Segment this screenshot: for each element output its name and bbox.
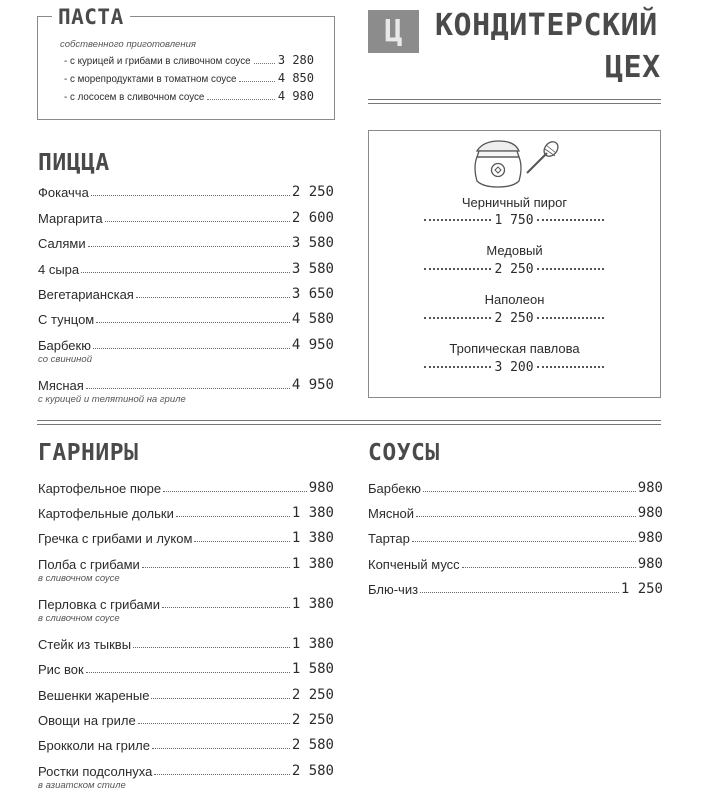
side-item [38, 761, 334, 779]
side-item-name: Брокколи на гриле [38, 738, 150, 753]
side-item-name: Перловка с грибами [38, 597, 160, 612]
pizza-item-price: 2 250 [291, 184, 334, 200]
dot-leader [93, 348, 290, 349]
dot-leader [423, 491, 636, 492]
side-item-price: 2 250 [291, 712, 334, 728]
sauce-item [368, 579, 663, 597]
side-item [38, 685, 334, 703]
pizza-item-name: Салями [38, 236, 86, 251]
dot-leader [133, 647, 290, 648]
dot-leader [96, 322, 290, 323]
side-item-name: Гречка с грибами и луком [38, 531, 193, 546]
sauce-item-name: Мясной [368, 506, 415, 521]
side-item [38, 594, 334, 612]
dot-leader [254, 63, 275, 64]
sauce-item [368, 503, 663, 521]
side-item-price: 980 [308, 480, 334, 496]
dessert-name: Тропическая павлова [449, 341, 580, 356]
pizza-item-price: 3 580 [291, 261, 334, 277]
dot-leader [86, 388, 290, 389]
dessert-price: 2 250 [494, 310, 534, 326]
pizza-item [38, 335, 334, 353]
dot-leader [537, 366, 604, 368]
side-item-name: Ростки подсолнуха [38, 764, 153, 779]
side-item-price: 1 380 [291, 636, 334, 652]
dot-leader [81, 272, 290, 273]
sauce-item-name: Копченый мусс [368, 557, 460, 572]
sauce-item-price: 980 [637, 530, 663, 546]
pasta-subtitle: собственного приготовления [60, 39, 196, 50]
side-item-price: 2 580 [291, 763, 334, 779]
dot-leader [163, 491, 307, 492]
pizza-item-price: 3 580 [291, 235, 334, 251]
sauces-title: СОУСЫ [368, 440, 440, 466]
section-divider [37, 420, 661, 425]
pizza-item [38, 375, 334, 393]
pizza-item-name: 4 сыра [38, 262, 80, 277]
dot-leader [194, 541, 289, 542]
pizza-item-name: Фокачча [38, 185, 89, 200]
side-item-note: в азиатском стиле [38, 780, 126, 791]
dot-leader [424, 317, 491, 319]
side-item [38, 710, 334, 728]
side-item-price: 2 250 [291, 687, 334, 703]
dot-leader [537, 219, 604, 221]
sauce-item-price: 980 [637, 505, 663, 521]
dessert-price-row [421, 213, 607, 227]
side-item [38, 503, 334, 521]
pasta-item [64, 89, 314, 103]
pizza-item [38, 284, 334, 302]
honey-jar-icon [469, 137, 561, 189]
pasta-item-price: 4 980 [277, 89, 314, 103]
pizza-title: ПИЦЦА [38, 150, 110, 176]
pizza-item-name: С тунцом [38, 312, 95, 327]
dot-leader [142, 567, 290, 568]
side-item-name: Рис вок [38, 662, 84, 677]
pasta-item [64, 53, 314, 67]
pizza-item-price: 3 650 [291, 286, 334, 302]
dot-leader [105, 221, 290, 222]
dessert-name: Медовый [486, 243, 543, 258]
pizza-item-price: 2 600 [291, 210, 334, 226]
side-item [38, 735, 334, 753]
pasta-title: ПАСТА [52, 6, 130, 28]
sauce-item-name: Тартар [368, 531, 410, 546]
side-item-note: в сливочном соусе [38, 573, 120, 584]
side-item [38, 554, 334, 572]
side-item-price: 2 580 [291, 737, 334, 753]
dot-leader [537, 268, 604, 270]
side-item-price: 1 380 [291, 505, 334, 521]
side-item [38, 528, 334, 546]
side-item-name: Овощи на гриле [38, 713, 136, 728]
dessert-name: Черничный пирог [461, 195, 568, 210]
pizza-item-name: Мясная [38, 378, 84, 393]
pizza-item [38, 309, 334, 327]
dessert-price-row [421, 262, 607, 276]
pizza-item-name: Барбекю [38, 338, 91, 353]
pasta-item-name: - с морепродуктами в томатном соусе [64, 74, 237, 85]
sauce-item-price: 980 [637, 556, 663, 572]
pizza-item-price: 4 580 [291, 311, 334, 327]
pizza-item-price: 4 950 [291, 337, 334, 353]
pizza-item-note: со свининой [38, 354, 92, 365]
pasta-item-name: - с курицей и грибами в сливочном соусе [64, 56, 251, 67]
dot-leader [462, 567, 636, 568]
dot-leader [424, 219, 491, 221]
dot-leader [176, 516, 290, 517]
dot-leader [152, 748, 290, 749]
pizza-item [38, 182, 334, 200]
dot-leader [412, 541, 636, 542]
pizza-item [38, 233, 334, 251]
dessert-price-row [421, 311, 607, 325]
dot-leader [138, 723, 290, 724]
header-divider [368, 99, 661, 104]
side-item-name: Картофельные дольки [38, 506, 174, 521]
dot-leader [424, 366, 491, 368]
pasta-item-price: 4 850 [277, 71, 314, 85]
dot-leader [154, 774, 289, 775]
side-item-price: 1 380 [291, 530, 334, 546]
pasta-box [37, 5, 335, 120]
sides-title: ГАРНИРЫ [38, 440, 139, 466]
side-item-name: Вешенки жареные [38, 688, 150, 703]
dot-leader [420, 592, 619, 593]
pizza-item-name: Вегетарианская [38, 287, 134, 302]
dot-leader [207, 99, 274, 100]
dot-leader [162, 607, 290, 608]
pizza-item-name: Маргарита [38, 211, 103, 226]
side-item-price: 1 380 [291, 556, 334, 572]
dessert-box [368, 130, 661, 398]
side-item-name: Картофельное пюре [38, 481, 162, 496]
pizza-item-note: с курицей и телятиной на гриле [38, 394, 186, 405]
dessert-price: 2 250 [494, 261, 534, 277]
side-item-name: Полба с грибами [38, 557, 140, 572]
dot-leader [86, 672, 290, 673]
dot-leader [91, 195, 290, 196]
pizza-item [38, 208, 334, 226]
pizza-item [38, 259, 334, 277]
dot-leader [151, 698, 289, 699]
logo-letter: Ц [384, 13, 403, 49]
side-item-note: в сливочном соусе [38, 613, 120, 624]
side-item-price: 1 580 [291, 661, 334, 677]
dessert-price: 3 200 [494, 359, 534, 375]
dessert-price-row [421, 360, 607, 374]
pasta-item-name: - с лососем в сливочном соусе [64, 92, 205, 103]
side-item-name: Стейк из тыквы [38, 637, 132, 652]
dessert-name: Наполеон [484, 292, 545, 307]
dot-leader [424, 268, 491, 270]
dot-leader [537, 317, 604, 319]
side-item [38, 478, 334, 496]
dot-leader [136, 297, 290, 298]
pizza-item-price: 4 950 [291, 377, 334, 393]
pasta-item-price: 3 280 [277, 53, 314, 67]
pasta-item [64, 71, 314, 85]
sauce-item [368, 554, 663, 572]
sauce-item [368, 528, 663, 546]
brand-title-line2: ЦЕХ [605, 50, 661, 85]
sauce-item-name: Барбекю [368, 481, 421, 496]
side-item [38, 659, 334, 677]
dessert-price: 1 750 [494, 212, 534, 228]
sauce-item-price: 980 [637, 480, 663, 496]
dot-leader [88, 246, 290, 247]
dot-leader [239, 81, 274, 82]
sauce-item-name: Блю-чиз [368, 582, 419, 597]
brand-title-line1: КОНДИТЕРСКИЙ [435, 8, 658, 43]
logo [368, 10, 419, 53]
side-item [38, 634, 334, 652]
sauce-item [368, 478, 663, 496]
side-item-price: 1 380 [291, 596, 334, 612]
dot-leader [416, 516, 636, 517]
sauce-item-price: 1 250 [620, 581, 663, 597]
